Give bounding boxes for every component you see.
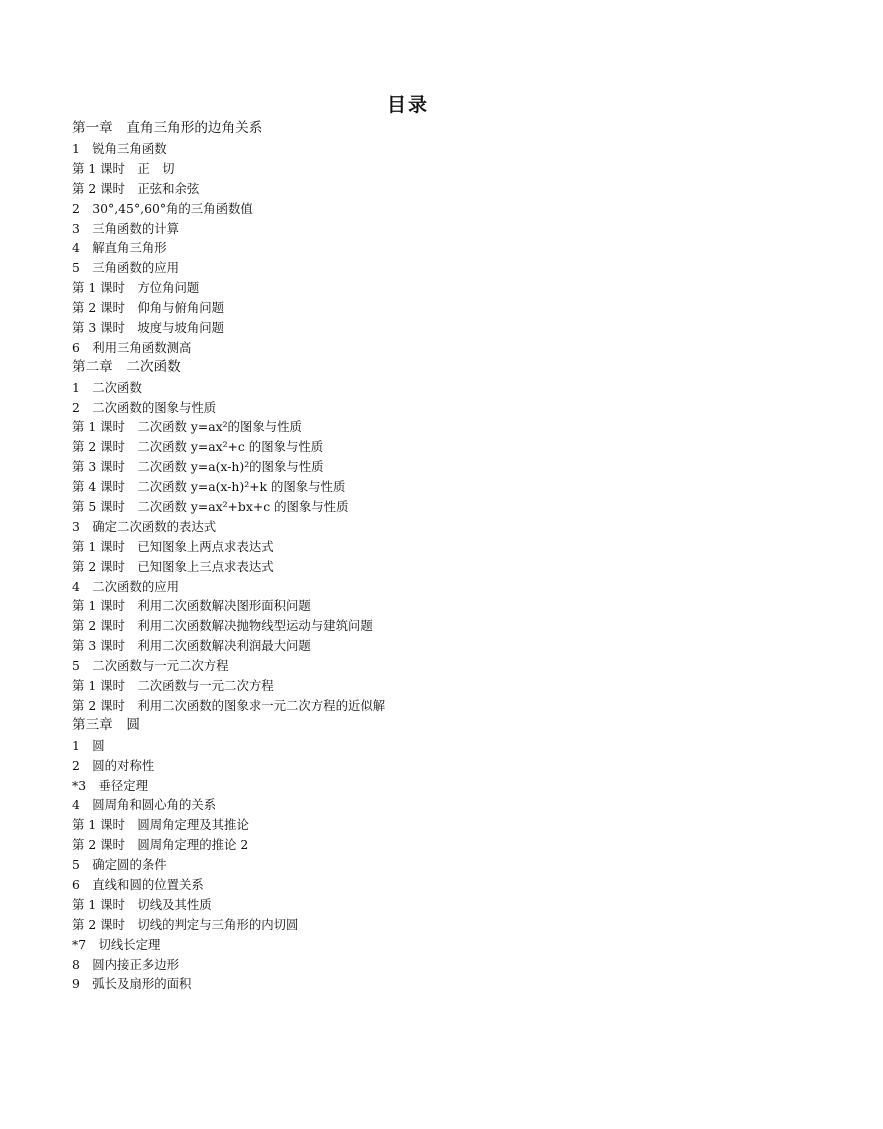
toc-lesson-entry: 第 2 课时 利用二次函数的图象求一元二次方程的近似解 <box>72 697 386 713</box>
toc-lesson-entry: 第 5 课时 二次函数 y=ax²+bx+c 的图象与性质 <box>72 499 349 515</box>
toc-section-entry: 4 解直角三角形 <box>72 240 167 256</box>
toc-section-entry: 2 圆的对称性 <box>72 757 155 773</box>
toc-lesson-entry: 第 1 课时 二次函数与一元二次方程 <box>72 678 274 694</box>
toc-section-entry: 4 圆周角和圆心角的关系 <box>72 797 217 813</box>
toc-lesson-entry: 第 2 课时 圆周角定理的推论 2 <box>72 837 249 853</box>
toc-section-entry: 5 二次函数与一元二次方程 <box>72 658 229 674</box>
toc-lesson-entry: 第 2 课时 二次函数 y=ax²+c 的图象与性质 <box>72 439 324 455</box>
toc-lesson-entry: 第 1 课时 已知图象上两点求表达式 <box>72 538 274 554</box>
toc-section-entry: 3 确定二次函数的表达式 <box>72 518 217 534</box>
toc-lesson-entry: 第 1 课时 利用二次函数解决图形面积问题 <box>72 598 311 614</box>
toc-section-entry: 9 弧长及扇形的面积 <box>72 976 192 992</box>
toc-section-entry: 2 30°,45°,60°角的三角函数值 <box>72 200 253 216</box>
toc-chapter-entry: 第三章 圆 <box>72 716 140 733</box>
toc-lesson-entry: 第 1 课时 二次函数 y=ax²的图象与性质 <box>72 419 302 435</box>
toc-lesson-entry: 第 1 课时 正 切 <box>72 160 175 176</box>
toc-section-entry: 2 二次函数的图象与性质 <box>72 399 217 415</box>
toc-lesson-entry: 第 1 课时 方位角问题 <box>72 280 200 296</box>
toc-section-entry: *3 垂径定理 <box>72 777 149 793</box>
toc-lesson-entry: 第 3 课时 坡度与坡角问题 <box>72 320 225 336</box>
toc-lesson-entry: 第 3 课时 二次函数 y=a(x-h)²的图象与性质 <box>72 459 324 475</box>
toc-section-entry: 6 利用三角函数测高 <box>72 339 192 355</box>
toc-title: 目录 <box>386 94 429 116</box>
toc-section-entry: 8 圆内接正多边形 <box>72 956 180 972</box>
toc-section-entry: *7 切线长定理 <box>72 936 161 952</box>
toc-lesson-entry: 第 1 课时 圆周角定理及其推论 <box>72 817 249 833</box>
toc-section-entry: 5 确定圆的条件 <box>72 857 167 873</box>
toc-lesson-entry: 第 3 课时 利用二次函数解决利润最大问题 <box>72 638 311 654</box>
toc-section-entry: 6 直线和圆的位置关系 <box>72 876 204 892</box>
toc-lesson-entry: 第 2 课时 已知图象上三点求表达式 <box>72 558 274 574</box>
toc-section-entry: 1 二次函数 <box>72 379 142 395</box>
toc-lesson-entry: 第 2 课时 正弦和余弦 <box>72 180 200 196</box>
toc-lesson-entry: 第 2 课时 仰角与俯角问题 <box>72 300 225 316</box>
toc-section-entry: 1 圆 <box>72 737 105 753</box>
toc-chapter-entry: 第一章 直角三角形的边角关系 <box>72 120 263 136</box>
table-of-contents <box>72 117 385 994</box>
toc-section-entry: 3 三角函数的计算 <box>72 220 180 236</box>
toc-chapter-entry: 第二章 二次函数 <box>72 358 181 375</box>
toc-section-entry: 5 三角函数的应用 <box>72 260 180 276</box>
toc-section-entry: 4 二次函数的应用 <box>72 578 180 594</box>
toc-lesson-entry: 第 2 课时 利用二次函数解决抛物线型运动与建筑问题 <box>72 618 373 634</box>
toc-lesson-entry: 第 4 课时 二次函数 y=a(x-h)²+k 的图象与性质 <box>72 479 346 495</box>
toc-lesson-entry: 第 2 课时 切线的判定与三角形的内切圆 <box>72 916 299 932</box>
toc-section-entry: 1 锐角三角函数 <box>72 141 167 156</box>
toc-lesson-entry: 第 1 课时 切线及其性质 <box>72 896 212 912</box>
